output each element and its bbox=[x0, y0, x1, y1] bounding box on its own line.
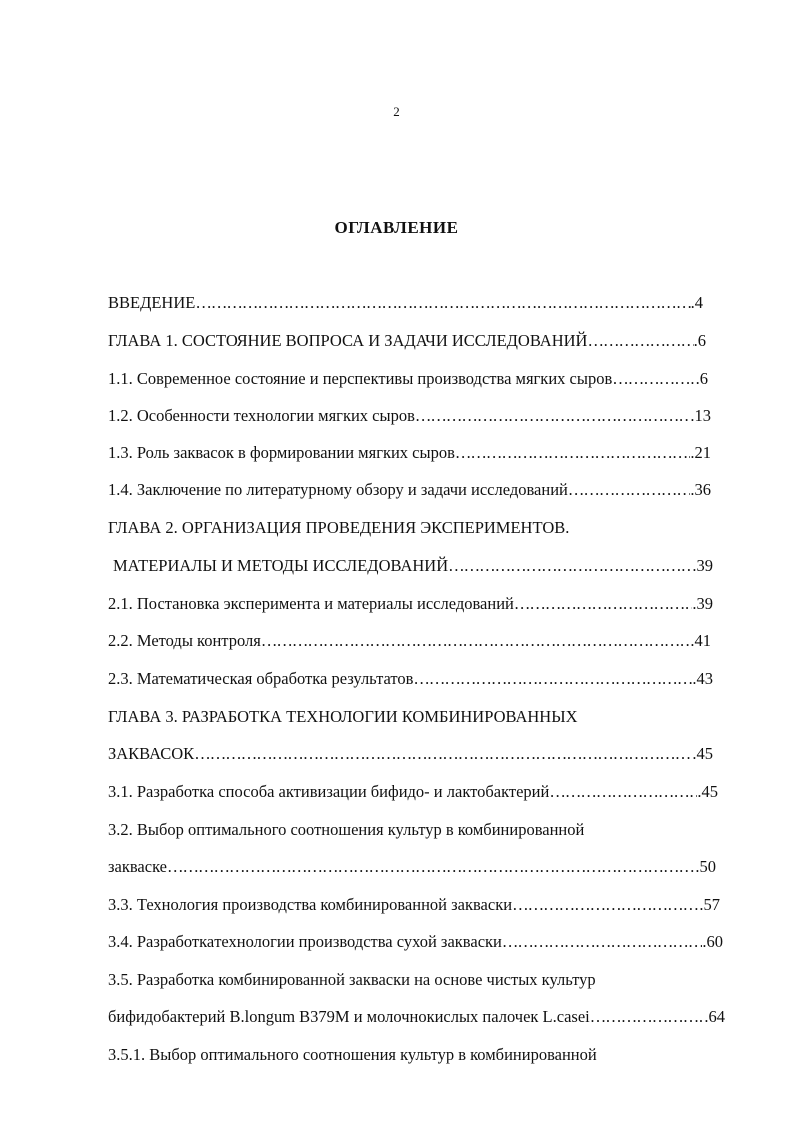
toc-leader-dots bbox=[549, 781, 697, 803]
toc-entry-3-1 bbox=[108, 781, 718, 803]
toc-title: ОГЛАВЛЕНИЕ bbox=[334, 218, 459, 237]
toc-entry-chapter-3-cont bbox=[108, 743, 713, 765]
toc-entry-text: 3.5.1. Выбор оптимального соотношения культур в комбинированной bbox=[108, 1045, 597, 1064]
toc-leader-dots bbox=[448, 555, 692, 577]
toc-page-number: .6 bbox=[693, 331, 706, 350]
toc-leader-dots bbox=[590, 1006, 705, 1028]
toc-entry-2-1 bbox=[108, 593, 713, 615]
toc-page-number: .39 bbox=[692, 594, 713, 613]
toc-entry-text: ЗАКВАСОК bbox=[108, 744, 195, 763]
toc-entry-text: 1.2. Особенности технологии мягких сыров bbox=[108, 406, 415, 425]
toc-entry-text: ГЛАВА 2. ОРГАНИЗАЦИЯ ПРОВЕДЕНИЯ ЭКСПЕРИМЕНТОВ. bbox=[108, 518, 570, 537]
toc-entry-3-5 bbox=[108, 969, 596, 991]
toc-entry-3-4 bbox=[108, 931, 723, 953]
toc-entry-text: 2.3. Математическая обработка результатов bbox=[108, 669, 414, 688]
toc-entry-2-3 bbox=[108, 668, 713, 690]
toc-page-number: .4 bbox=[690, 293, 703, 312]
toc-entry-introduction bbox=[108, 292, 703, 314]
toc-entry-chapter-3 bbox=[108, 706, 578, 728]
toc-page-number: .43 bbox=[692, 669, 713, 688]
toc-entry-1-2 bbox=[108, 405, 711, 427]
toc-entry-text: 3.3. Технология производства комбинированной закваски bbox=[108, 895, 513, 914]
toc-entry-text: ВВЕДЕНИЕ bbox=[108, 293, 196, 312]
toc-entry-text: 3.5. Разработка комбинированной закваски на основе чистых культур bbox=[108, 970, 596, 989]
toc-entry-3-2-cont bbox=[108, 856, 716, 878]
toc-entry-text: 3.2. Выбор оптимального соотношения культур в комбинированной bbox=[108, 820, 585, 839]
toc-page-number: .41 bbox=[690, 631, 711, 650]
toc-leader-dots bbox=[194, 743, 692, 765]
toc-leader-dots bbox=[415, 405, 691, 427]
toc-entry-text: 3.1. Разработка способа активизации бифидо- и лактобактерий bbox=[108, 782, 550, 801]
toc-page-number: .39 bbox=[692, 556, 713, 575]
toc-entry-chapter-2-cont bbox=[113, 555, 713, 577]
toc-entry-3-5-cont bbox=[108, 1006, 725, 1028]
toc-entry-text: ГЛАВА 1. СОСТОЯНИЕ ВОПРОСА И ЗАДАЧИ ИССЛЕДОВАНИЙ bbox=[108, 331, 588, 350]
toc-page-number: .6 bbox=[695, 369, 708, 388]
toc-page-number: .45 bbox=[692, 744, 713, 763]
toc-entry-text-part-a: 3.4. Разработка bbox=[108, 932, 215, 951]
toc-page-number: .45 bbox=[697, 782, 718, 801]
toc-page-number: .60 bbox=[702, 932, 723, 951]
toc-page-number: .21 bbox=[690, 443, 711, 462]
toc-entry-text: закваске bbox=[108, 857, 168, 876]
toc-page-number: .57 bbox=[699, 895, 720, 914]
toc-page-number: .50 bbox=[695, 857, 716, 876]
toc-leader-dots bbox=[195, 292, 690, 314]
toc-entry-1-4 bbox=[108, 479, 711, 501]
page-number: 2 bbox=[393, 104, 400, 119]
toc-leader-dots bbox=[167, 856, 695, 878]
toc-leader-dots bbox=[502, 931, 703, 953]
toc-entry-text: 2.1. Постановка эксперимента и материалы исследований bbox=[108, 594, 514, 613]
toc-entry-text: 1.3. Роль заквасок в формировании мягких сыров bbox=[108, 443, 455, 462]
toc-leader-dots bbox=[261, 630, 691, 652]
toc-leader-dots bbox=[514, 593, 693, 615]
toc-entry-chapter-1 bbox=[108, 330, 706, 352]
toc-entry-text: МАТЕРИАЛЫ И МЕТОДЫ ИССЛЕДОВАНИЙ bbox=[113, 556, 449, 575]
toc-entry-text-part-b: технологии производства сухой закваски bbox=[214, 932, 502, 951]
toc-entry-text: 2.2. Методы контроля bbox=[108, 631, 261, 650]
toc-entry-1-1 bbox=[108, 368, 708, 390]
toc-entry-3-5-1 bbox=[108, 1044, 597, 1066]
toc-entry-chapter-2 bbox=[108, 517, 569, 539]
toc-page-number: .64 bbox=[704, 1007, 725, 1026]
toc-entry-1-3 bbox=[108, 442, 711, 464]
toc-entry-text: 1.4. Заключение по литературному обзору и задачи исследований bbox=[108, 480, 568, 499]
toc-page-number: .13 bbox=[690, 406, 711, 425]
toc-entry-3-2 bbox=[108, 819, 584, 841]
toc-leader-dots bbox=[455, 442, 690, 464]
toc-entry-2-2 bbox=[108, 630, 711, 652]
toc-leader-dots bbox=[413, 668, 692, 690]
toc-entry-3-3 bbox=[108, 894, 720, 916]
toc-entry-text: 1.1. Современное состояние и перспективы производства мягких сыров bbox=[108, 369, 613, 388]
toc-entry-text: бифидобактерий B.longum B379M и молочнокислых палочек L.casei bbox=[108, 1007, 590, 1026]
toc-leader-dots bbox=[568, 479, 691, 501]
toc-entry-text: ГЛАВА 3. РАЗРАБОТКА ТЕХНОЛОГИИ КОМБИНИРОВАННЫХ bbox=[108, 707, 578, 726]
toc-leader-dots bbox=[512, 894, 699, 916]
toc-page-number: .36 bbox=[690, 480, 711, 499]
toc-leader-dots bbox=[587, 330, 693, 352]
toc-leader-dots bbox=[612, 368, 695, 390]
